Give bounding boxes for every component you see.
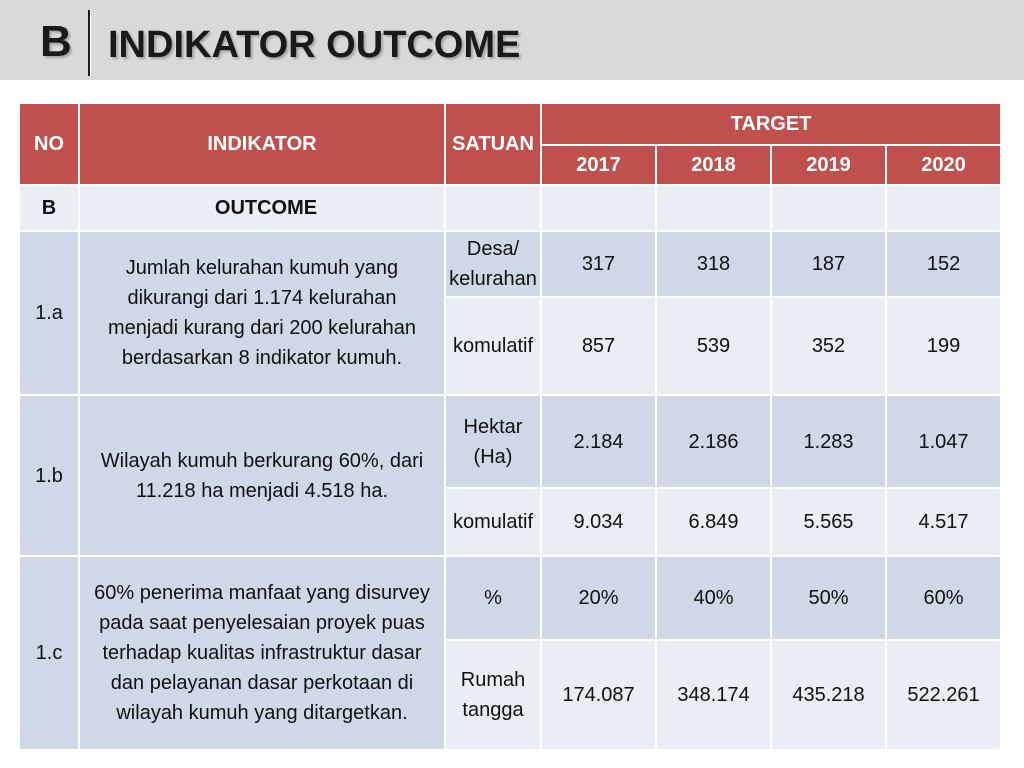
table-row — [19, 395, 1001, 488]
header-indikator: INDIKATOR — [79, 103, 445, 185]
empty-cell — [656, 185, 771, 231]
row-value: 60% — [886, 556, 1001, 640]
row-value: 5.565 — [771, 488, 886, 556]
row-value: 174.087 — [541, 640, 656, 750]
section-label: OUTCOME — [79, 185, 445, 231]
row-value: 435.218 — [771, 640, 886, 750]
row-value: 50% — [771, 556, 886, 640]
row-value: 539 — [656, 297, 771, 395]
header-satuan: SATUAN — [445, 103, 541, 185]
row-indikator: Jumlah kelurahan kumuh yang dikurangi dari 1.174 kelurahan menjadi kurang dari 200 kelurahan berdasarkan 8 indikator kumuh. — [79, 231, 445, 395]
row-value: 2.184 — [541, 395, 656, 488]
row-value: 187 — [771, 231, 886, 297]
page-title: INDIKATOR OUTCOME — [108, 24, 521, 66]
row-value: 1.047 — [886, 395, 1001, 488]
row-value: 2.186 — [656, 395, 771, 488]
row-satuan: komulatif — [445, 297, 541, 395]
table-row — [19, 556, 1001, 640]
row-satuan: Hektar (Ha) — [445, 395, 541, 488]
header-year: 2019 — [771, 145, 886, 185]
row-value: 1.283 — [771, 395, 886, 488]
row-value: 352 — [771, 297, 886, 395]
section-letter: B — [40, 17, 72, 66]
row-value: 857 — [541, 297, 656, 395]
header-target: TARGET — [541, 103, 1001, 145]
row-no: 1.c — [19, 556, 79, 750]
row-value: 20% — [541, 556, 656, 640]
empty-cell — [886, 185, 1001, 231]
row-satuan: Desa/ kelurahan — [445, 231, 541, 297]
row-no: 1.a — [19, 231, 79, 395]
row-value: 318 — [656, 231, 771, 297]
header-no: NO — [19, 103, 79, 185]
row-value: 348.174 — [656, 640, 771, 750]
row-value: 522.261 — [886, 640, 1001, 750]
header-divider — [88, 10, 91, 76]
row-value: 199 — [886, 297, 1001, 395]
row-value: 40% — [656, 556, 771, 640]
section-row — [19, 185, 1001, 231]
row-satuan: komulatif — [445, 488, 541, 556]
header-year: 2017 — [541, 145, 656, 185]
row-value: 317 — [541, 231, 656, 297]
empty-cell — [445, 185, 541, 231]
row-no: 1.b — [19, 395, 79, 556]
row-value: 9.034 — [541, 488, 656, 556]
row-indikator: 60% penerima manfaat yang disurvey pada saat penyelesaian proyek puas terhadap kualitas infrastruktur dasar dan pelayanan dasar perkotaan di wilayah kumuh yang ditargetkan. — [79, 556, 445, 750]
row-value: 4.517 — [886, 488, 1001, 556]
table-row — [19, 231, 1001, 297]
header-year: 2018 — [656, 145, 771, 185]
row-value: 152 — [886, 231, 1001, 297]
outcome-table — [18, 102, 1002, 751]
row-value: 6.849 — [656, 488, 771, 556]
row-indikator: Wilayah kumuh berkurang 60%, dari 11.218 ha menjadi 4.518 ha. — [79, 395, 445, 556]
section-no: B — [19, 185, 79, 231]
empty-cell — [771, 185, 886, 231]
empty-cell — [541, 185, 656, 231]
header-year: 2020 — [886, 145, 1001, 185]
row-satuan: % — [445, 556, 541, 640]
row-satuan: Rumah tangga — [445, 640, 541, 750]
